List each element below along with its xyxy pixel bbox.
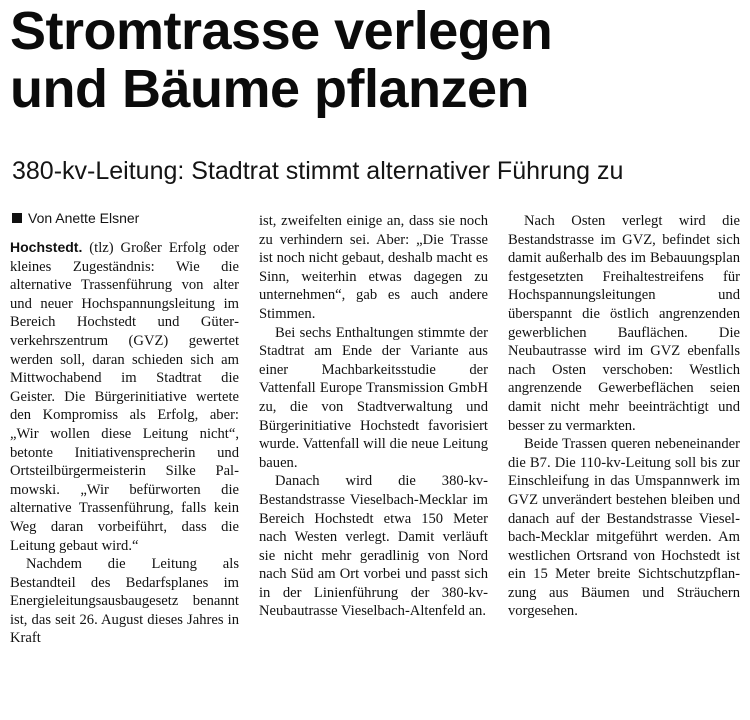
subheadline: 380-kv-Leitung: Stadtrat stimmt alternativer Führung zu (12, 157, 624, 185)
article-column-2 (259, 212, 488, 621)
headline-line-2: und Bäume pflanzen (10, 59, 530, 119)
square-bullet-icon (12, 213, 22, 223)
paragraph: Nachdem die Leitung als Bestandteil des Bedarfsplanes im Energieleitungsausbaugesetz benannt ist, das seit 26. August dieses Jahres in Kraft (10, 556, 239, 647)
headline (10, 2, 750, 118)
headline-line-1: Stromtrasse verlegen (10, 1, 553, 61)
paragraph: Bei sechs Enthaltungen stimmte der Stadtrat am Ende der Variante aus einer Machbarkeitsstudie der Vattenfall Europe Transmission GmbH zu, die von Stadtverwaltung und Bürgerinitiative Hochstedt favorisiert wurde. Vattenfall will die neue Leitung bauen. (259, 324, 488, 471)
lead-text: (tlz) Großer Erfolg oder kleines Zugeständnis: Wie die alternative Trassenführung von alter und neuer Hochspannungsleitung im Bereich Hochstedt und Güterverkehrszentrum (GVZ) gewertet werden soll, daran schieden sich am Mittwochabend im Stadtrat die Geister. Die Bürgerinitiative wertete den Kompromiss als Erfolg, aber: „Wir wollen diese Leitung nicht“, betonte Initiativensprecherin und Ortsteilbürgermeisterin Silke Palmowski. „Wir befürworten die alternative Trassenführung, falls kein Weg daran vorbeiführt, dass die Leitung gebaut wird.“ (10, 240, 239, 554)
dateline: Hochstedt. (10, 239, 83, 255)
article-column-1 (10, 238, 239, 648)
paragraph-lead (10, 238, 239, 555)
paragraph: Danach wird die 380-kv-Bestandstrasse Vieselbach-Mecklar im Bereich Hochstedt etwa 150 Meter nach Westen verlegt. Damit verläuft sie nicht mehr geradlinig von Nord nach Süd am Ort vorbei und passt sich in der Linienführung der 380-kv-Neubautrasse Vieselbach-Altenfeld an. (259, 473, 488, 620)
byline-author: Von Anette Elsner (28, 210, 140, 226)
paragraph: ist, zweifelten einige an, dass sie noch zu verhindern sei. Aber: „Die Trasse ist noch nicht gebaut, deshalb macht es Sinn, weiterhin etwas dagegen zu unternehmen“, gab es auch andere Stimmen. (259, 213, 488, 322)
paragraph: Beide Trassen queren nebeneinander die B7. Die 110-kv-Leitung soll bis zur Einschleifung in das Umspannwerk im GVZ unverändert bestehen bleiben und danach auf der Bestandstrasse Vieselbach-Mecklar mitgeführt werden. Am westlichen Ortsrand von Hochstedt ist ein 15 Meter breite Sichtschutzpflanzung aus Bäumen und Sträuchern vorgesehen. (508, 436, 740, 620)
article-column-3 (508, 212, 740, 621)
byline (12, 209, 237, 227)
paragraph: Nach Osten verlegt wird die Bestandstrasse im GVZ, befindet sich damit außerhalb des im Bebauungsplan festgesetzten Freihaltestreifens für Hochspannungsleitungen und überspannt die östlich angrenzenden gewerblichen Bauflächen. Die Neubautrasse wird im GVZ ebenfalls nach Osten verschoben: Westlich angrenzende Gewerbeflächen seien damit nicht mehr beeinträchtigt und besser zu vermarkten. (508, 213, 740, 434)
